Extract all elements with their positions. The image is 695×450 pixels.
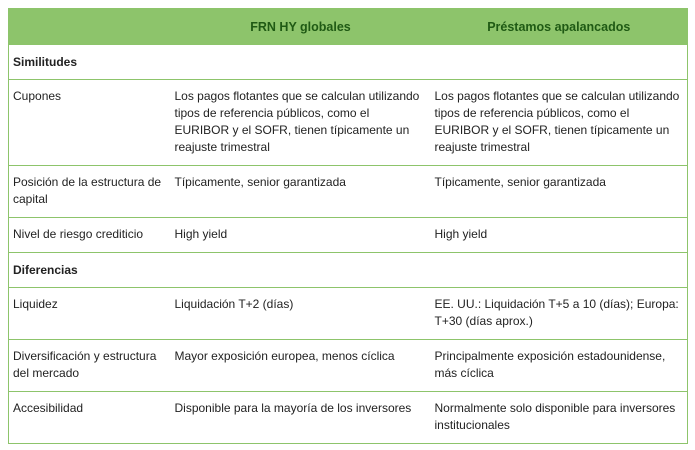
row-label: Diversificación y estructura del mercado — [9, 340, 171, 392]
loans-cell: Principalmente exposición estadounidense, más cíclica — [431, 340, 688, 392]
table-row — [9, 392, 688, 444]
section-title: Similitudes — [9, 45, 688, 80]
frn-cell: Liquidación T+2 (días) — [171, 288, 431, 340]
section-row-similitudes — [9, 45, 688, 80]
table-row — [9, 166, 688, 218]
header-row — [9, 9, 688, 45]
comparison-table-wrapper — [8, 8, 687, 444]
comparison-table — [8, 8, 688, 444]
loans-cell: Los pagos flotantes que se calculan utilizando tipos de referencia públicos, como el EURIBOR y el SOFR, tienen típicamente un reajuste trimestral — [431, 80, 688, 166]
frn-cell: Típicamente, senior garantizada — [171, 166, 431, 218]
table-row — [9, 218, 688, 253]
loans-cell: Típicamente, senior garantizada — [431, 166, 688, 218]
section-title: Diferencias — [9, 253, 688, 288]
section-row-diferencias — [9, 253, 688, 288]
table-row — [9, 340, 688, 392]
row-label: Posición de la estructura de capital — [9, 166, 171, 218]
row-label: Nivel de riesgo crediticio — [9, 218, 171, 253]
table-row — [9, 80, 688, 166]
frn-cell: Los pagos flotantes que se calculan utilizando tipos de referencia públicos, como el EURIBOR y el SOFR, tienen típicamente un reajuste trimestral — [171, 80, 431, 166]
loans-cell: EE. UU.: Liquidación T+5 a 10 (días); Europa: T+30 (días aprox.) — [431, 288, 688, 340]
header-empty — [9, 9, 171, 45]
row-label: Accesibilidad — [9, 392, 171, 444]
header-frn: FRN HY globales — [171, 9, 431, 45]
loans-cell: High yield — [431, 218, 688, 253]
frn-cell: Disponible para la mayoría de los inversores — [171, 392, 431, 444]
row-label: Cupones — [9, 80, 171, 166]
frn-cell: Mayor exposición europea, menos cíclica — [171, 340, 431, 392]
table-row — [9, 288, 688, 340]
loans-cell: Normalmente solo disponible para inversores institucionales — [431, 392, 688, 444]
frn-cell: High yield — [171, 218, 431, 253]
row-label: Liquidez — [9, 288, 171, 340]
header-loans: Préstamos apalancados — [431, 9, 688, 45]
